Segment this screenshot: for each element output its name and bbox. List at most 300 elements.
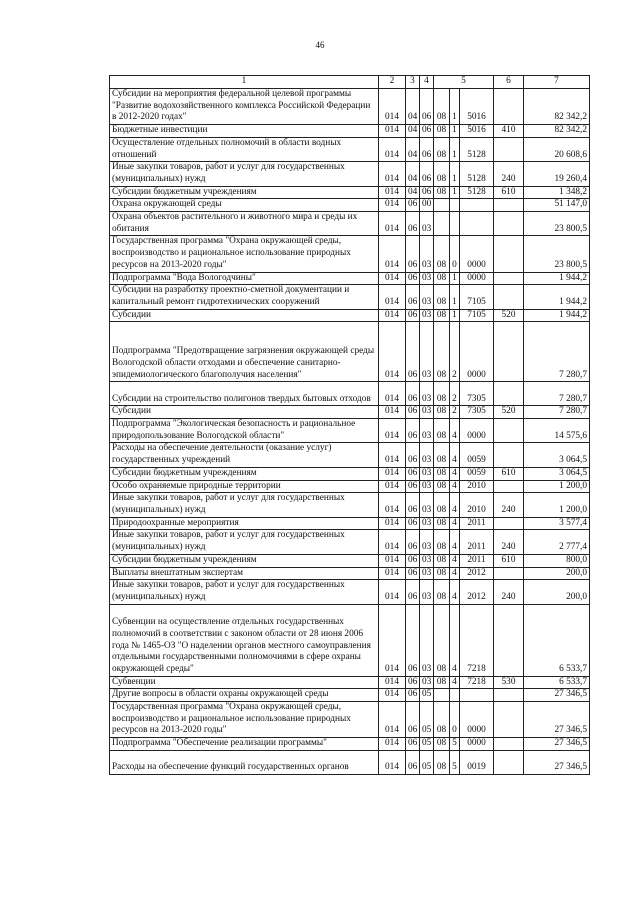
row-name: Государственная программа "Охрана окружающей среды, воспроизводство и рациональное использование природных ресурсов на 2013-2020 годы" — [110, 236, 379, 272]
target-program-code: 08 — [434, 137, 450, 161]
target-program-code — [434, 689, 450, 702]
target-item-code: 2012 — [460, 567, 494, 580]
amount: 6 533,7 — [524, 676, 590, 689]
target-item-code: 2012 — [460, 580, 494, 604]
table-row — [110, 554, 590, 567]
target-item-code: 5128 — [460, 162, 494, 186]
row-name: Природоохранные мероприятия — [110, 517, 379, 530]
target-item-code: 0000 — [460, 738, 494, 751]
code-subsection: 05 — [420, 750, 434, 774]
target-program-code: 08 — [434, 419, 450, 443]
target-subprogram-code: 4 — [450, 467, 460, 480]
expense-type-code — [494, 604, 524, 676]
target-subprogram-code: 1 — [450, 162, 460, 186]
target-subprogram-code: 4 — [450, 676, 460, 689]
target-program-code: 08 — [434, 406, 450, 419]
code-subsection: 03 — [420, 530, 434, 554]
table-row — [110, 467, 590, 480]
row-name: Субсидии бюджетным учреждениям — [110, 467, 379, 480]
expense-type-code — [494, 137, 524, 161]
code-ministry: 014 — [379, 137, 406, 161]
target-program-code: 08 — [434, 738, 450, 751]
page-number: 46 — [315, 40, 325, 50]
column-header-3: 3 — [406, 76, 420, 89]
row-name: Субсидии на разработку проектно-сметной документации и капитальный ремонт гидротехнических сооружений — [110, 285, 379, 309]
amount: 7 280,7 — [524, 322, 590, 382]
target-item-code: 5016 — [460, 89, 494, 125]
code-section: 04 — [406, 186, 420, 199]
row-name: Субсидии бюджетным учреждениям — [110, 186, 379, 199]
code-section: 06 — [406, 689, 420, 702]
row-name: Бюджетные инвестиции — [110, 125, 379, 138]
expense-type-code — [494, 738, 524, 751]
code-ministry: 014 — [379, 689, 406, 702]
code-subsection: 03 — [420, 580, 434, 604]
target-program-code: 08 — [434, 480, 450, 493]
amount: 1 200,0 — [524, 480, 590, 493]
amount: 200,0 — [524, 580, 590, 604]
expense-type-code — [494, 285, 524, 309]
expense-type-code — [494, 443, 524, 467]
target-item-code: 0000 — [460, 272, 494, 285]
code-section: 04 — [406, 89, 420, 125]
table-row — [110, 530, 590, 554]
target-subprogram-code: 4 — [450, 567, 460, 580]
code-section: 06 — [406, 738, 420, 751]
code-ministry: 014 — [379, 554, 406, 567]
expense-type-code — [494, 272, 524, 285]
target-program-code: 08 — [434, 382, 450, 406]
target-subprogram-code: 0 — [450, 702, 460, 738]
code-section: 06 — [406, 467, 420, 480]
row-name: Особо охраняемые природные территории — [110, 480, 379, 493]
code-subsection: 03 — [420, 467, 434, 480]
target-item-code: 5128 — [460, 186, 494, 199]
target-item-code: 7105 — [460, 285, 494, 309]
target-item-code: 0000 — [460, 236, 494, 272]
target-item-code: 7305 — [460, 406, 494, 419]
table-row — [110, 517, 590, 530]
expense-type-code: 520 — [494, 309, 524, 322]
table-row — [110, 125, 590, 138]
table-row — [110, 443, 590, 467]
expense-type-code: 240 — [494, 530, 524, 554]
code-subsection: 03 — [420, 517, 434, 530]
code-ministry: 014 — [379, 467, 406, 480]
code-subsection: 05 — [420, 689, 434, 702]
code-ministry: 014 — [379, 702, 406, 738]
code-subsection: 03 — [420, 236, 434, 272]
code-ministry: 014 — [379, 750, 406, 774]
row-name: Субвенции — [110, 676, 379, 689]
code-subsection: 03 — [420, 493, 434, 517]
expense-type-code — [494, 567, 524, 580]
code-ministry: 014 — [379, 530, 406, 554]
target-program-code: 08 — [434, 554, 450, 567]
expense-type-code: 530 — [494, 676, 524, 689]
row-name: Субсидии — [110, 309, 379, 322]
amount: 1 944,2 — [524, 285, 590, 309]
code-section: 04 — [406, 137, 420, 161]
amount: 23 800,5 — [524, 212, 590, 236]
target-program-code: 08 — [434, 580, 450, 604]
amount: 3 064,5 — [524, 443, 590, 467]
amount: 27 346,5 — [524, 750, 590, 774]
amount: 14 575,6 — [524, 419, 590, 443]
amount: 23 800,5 — [524, 236, 590, 272]
target-item-code: 5016 — [460, 125, 494, 138]
code-section: 06 — [406, 382, 420, 406]
target-item-code — [460, 199, 494, 212]
table-header-row — [110, 76, 590, 89]
code-section: 06 — [406, 212, 420, 236]
target-subprogram-code: 4 — [450, 530, 460, 554]
amount: 27 346,5 — [524, 738, 590, 751]
table-row — [110, 406, 590, 419]
code-section: 06 — [406, 322, 420, 382]
target-program-code: 08 — [434, 517, 450, 530]
target-subprogram-code: 4 — [450, 419, 460, 443]
expense-type-code — [494, 517, 524, 530]
row-name: Иные закупки товаров, работ и услуг для государственных (муниципальных) нужд — [110, 530, 379, 554]
amount: 7 280,7 — [524, 406, 590, 419]
code-ministry: 014 — [379, 493, 406, 517]
expense-type-code: 240 — [494, 493, 524, 517]
target-program-code: 08 — [434, 702, 450, 738]
expense-type-code: 240 — [494, 580, 524, 604]
amount: 6 533,7 — [524, 604, 590, 676]
row-name: Иные закупки товаров, работ и услуг для государственных (муниципальных) нужд — [110, 580, 379, 604]
target-subprogram-code: 4 — [450, 480, 460, 493]
target-program-code: 08 — [434, 676, 450, 689]
target-subprogram-code: 4 — [450, 443, 460, 467]
target-item-code: 7305 — [460, 382, 494, 406]
target-program-code: 08 — [434, 530, 450, 554]
target-item-code: 0000 — [460, 702, 494, 738]
code-ministry: 014 — [379, 322, 406, 382]
code-ministry: 014 — [379, 406, 406, 419]
code-section: 06 — [406, 199, 420, 212]
row-name: Охрана окружающей среды — [110, 199, 379, 212]
table-row — [110, 689, 590, 702]
expense-type-code — [494, 480, 524, 493]
expense-type-code — [494, 702, 524, 738]
code-subsection: 05 — [420, 738, 434, 751]
target-item-code: 2011 — [460, 554, 494, 567]
target-program-code: 08 — [434, 272, 450, 285]
target-program-code: 08 — [434, 236, 450, 272]
target-subprogram-code: 4 — [450, 604, 460, 676]
table-row — [110, 676, 590, 689]
amount: 27 346,5 — [524, 702, 590, 738]
code-ministry: 014 — [379, 517, 406, 530]
table-row — [110, 285, 590, 309]
code-ministry: 014 — [379, 199, 406, 212]
code-ministry: 014 — [379, 567, 406, 580]
table-row — [110, 567, 590, 580]
target-subprogram-code: 2 — [450, 406, 460, 419]
target-item-code: 0000 — [460, 419, 494, 443]
code-subsection: 06 — [420, 186, 434, 199]
code-section: 06 — [406, 443, 420, 467]
code-subsection: 03 — [420, 212, 434, 236]
table-row — [110, 309, 590, 322]
code-ministry: 014 — [379, 212, 406, 236]
code-section: 06 — [406, 272, 420, 285]
code-section: 06 — [406, 419, 420, 443]
code-section: 06 — [406, 517, 420, 530]
code-subsection: 03 — [420, 554, 434, 567]
target-program-code — [434, 199, 450, 212]
target-subprogram-code: 4 — [450, 554, 460, 567]
table-row — [110, 89, 590, 125]
code-ministry: 014 — [379, 125, 406, 138]
budget-table — [109, 75, 590, 775]
target-program-code: 08 — [434, 322, 450, 382]
row-name: Другие вопросы в области охраны окружающей среды — [110, 689, 379, 702]
row-name: Подпрограмма "Экологическая безопасность и рациональное природопользование Вологодской области" — [110, 419, 379, 443]
expense-type-code — [494, 322, 524, 382]
code-section: 06 — [406, 285, 420, 309]
amount: 82 342,2 — [524, 89, 590, 125]
code-section: 06 — [406, 702, 420, 738]
column-header-6: 6 — [494, 76, 524, 89]
expense-type-code: 410 — [494, 125, 524, 138]
expense-type-code: 520 — [494, 406, 524, 419]
expense-type-code: 610 — [494, 554, 524, 567]
target-program-code: 08 — [434, 186, 450, 199]
code-section: 04 — [406, 162, 420, 186]
expense-type-code — [494, 382, 524, 406]
target-item-code: 0019 — [460, 750, 494, 774]
column-header-7: 7 — [524, 76, 590, 89]
expense-type-code — [494, 750, 524, 774]
expense-type-code — [494, 419, 524, 443]
row-name: Осуществление отдельных полномочий в области водных отношений — [110, 137, 379, 161]
amount: 1 200,0 — [524, 493, 590, 517]
code-subsection: 03 — [420, 272, 434, 285]
amount: 3 064,5 — [524, 467, 590, 480]
code-subsection: 03 — [420, 309, 434, 322]
target-subprogram-code: 4 — [450, 493, 460, 517]
amount: 200,0 — [524, 567, 590, 580]
amount: 27 346,5 — [524, 689, 590, 702]
code-subsection: 06 — [420, 89, 434, 125]
code-subsection: 03 — [420, 285, 434, 309]
target-subprogram-code: 4 — [450, 517, 460, 530]
target-item-code: 7218 — [460, 676, 494, 689]
expense-type-code: 610 — [494, 186, 524, 199]
target-program-code: 08 — [434, 750, 450, 774]
target-item-code: 7218 — [460, 604, 494, 676]
column-header-2: 2 — [379, 76, 406, 89]
code-subsection: 03 — [420, 567, 434, 580]
target-program-code: 08 — [434, 493, 450, 517]
target-subprogram-code: 1 — [450, 285, 460, 309]
code-section: 06 — [406, 309, 420, 322]
code-section: 06 — [406, 493, 420, 517]
target-subprogram-code: 2 — [450, 322, 460, 382]
row-name: Иные закупки товаров, работ и услуг для государственных (муниципальных) нужд — [110, 162, 379, 186]
code-ministry: 014 — [379, 604, 406, 676]
code-ministry: 014 — [379, 382, 406, 406]
code-ministry: 014 — [379, 162, 406, 186]
target-item-code — [460, 689, 494, 702]
target-program-code: 08 — [434, 162, 450, 186]
target-program-code — [434, 212, 450, 236]
column-header-5: 5 — [434, 76, 494, 89]
target-item-code: 7105 — [460, 309, 494, 322]
code-subsection: 03 — [420, 676, 434, 689]
expense-type-code — [494, 89, 524, 125]
target-program-code: 08 — [434, 309, 450, 322]
expense-type-code: 240 — [494, 162, 524, 186]
table-row — [110, 493, 590, 517]
code-section: 04 — [406, 125, 420, 138]
expense-type-code — [494, 212, 524, 236]
row-name: Выплаты внештатным экспертам — [110, 567, 379, 580]
code-subsection: 05 — [420, 702, 434, 738]
row-name: Субвенции на осуществление отдельных государственных полномочий в соответствии с законом области от 28 июня 2006 года № 1465-ОЗ "О наделении органов местного самоуправления отдельными государственными полномочиями в сфере охраны окружающей среды" — [110, 604, 379, 676]
code-ministry: 014 — [379, 272, 406, 285]
target-subprogram-code — [450, 212, 460, 236]
expense-type-code — [494, 199, 524, 212]
amount: 2 777,4 — [524, 530, 590, 554]
code-ministry: 014 — [379, 236, 406, 272]
code-section: 06 — [406, 676, 420, 689]
target-program-code: 08 — [434, 285, 450, 309]
amount: 1 348,2 — [524, 186, 590, 199]
code-subsection: 03 — [420, 322, 434, 382]
code-ministry: 014 — [379, 738, 406, 751]
code-section: 06 — [406, 554, 420, 567]
expense-type-code — [494, 236, 524, 272]
code-subsection: 03 — [420, 480, 434, 493]
code-subsection: 06 — [420, 125, 434, 138]
table-row — [110, 199, 590, 212]
target-item-code: 5128 — [460, 137, 494, 161]
amount: 20 608,6 — [524, 137, 590, 161]
target-program-code: 08 — [434, 125, 450, 138]
target-subprogram-code: 5 — [450, 738, 460, 751]
code-section: 06 — [406, 236, 420, 272]
table-row — [110, 162, 590, 186]
code-section: 06 — [406, 750, 420, 774]
target-subprogram-code: 1 — [450, 272, 460, 285]
target-subprogram-code: 1 — [450, 125, 460, 138]
table-row — [110, 186, 590, 199]
table-row — [110, 580, 590, 604]
target-program-code: 08 — [434, 89, 450, 125]
amount: 800,0 — [524, 554, 590, 567]
target-subprogram-code: 2 — [450, 382, 460, 406]
amount: 1 944,2 — [524, 309, 590, 322]
table-row — [110, 419, 590, 443]
expense-type-code: 610 — [494, 467, 524, 480]
target-subprogram-code: 4 — [450, 580, 460, 604]
code-subsection: 00 — [420, 199, 434, 212]
row-name: Государственная программа "Охрана окружающей среды, воспроизводство и рациональное использование природных ресурсов на 2013-2020 годы" — [110, 702, 379, 738]
target-program-code: 08 — [434, 467, 450, 480]
code-subsection: 06 — [420, 162, 434, 186]
target-subprogram-code: 0 — [450, 236, 460, 272]
table-row — [110, 604, 590, 676]
target-item-code: 2011 — [460, 517, 494, 530]
target-subprogram-code — [450, 689, 460, 702]
row-name: Подпрограмма "Вода Вологодчины" — [110, 272, 379, 285]
code-ministry: 014 — [379, 309, 406, 322]
code-subsection: 03 — [420, 406, 434, 419]
column-header-1: 1 — [110, 76, 379, 89]
target-subprogram-code: 1 — [450, 137, 460, 161]
target-subprogram-code — [450, 199, 460, 212]
target-subprogram-code: 1 — [450, 186, 460, 199]
row-name: Подпрограмма "Предотвращение загрязнения окружающей среды Вологодской области отходами и обеспечение санитарно-эпидемиологического благополучия населения" — [110, 322, 379, 382]
code-section: 06 — [406, 530, 420, 554]
table-row — [110, 236, 590, 272]
code-section: 06 — [406, 580, 420, 604]
row-name: Субсидии бюджетным учреждениям — [110, 554, 379, 567]
table-row — [110, 702, 590, 738]
target-item-code: 2011 — [460, 530, 494, 554]
table-row — [110, 750, 590, 774]
target-program-code: 08 — [434, 567, 450, 580]
amount: 7 280,7 — [524, 382, 590, 406]
row-name: Субсидии на строительство полигонов твердых бытовых отходов — [110, 382, 379, 406]
code-subsection: 06 — [420, 137, 434, 161]
expense-type-code — [494, 689, 524, 702]
target-item-code: 0059 — [460, 467, 494, 480]
target-subprogram-code: 1 — [450, 89, 460, 125]
amount: 82 342,2 — [524, 125, 590, 138]
code-section: 06 — [406, 406, 420, 419]
code-ministry: 014 — [379, 443, 406, 467]
target-subprogram-code: 1 — [450, 309, 460, 322]
code-subsection: 03 — [420, 382, 434, 406]
code-ministry: 014 — [379, 480, 406, 493]
target-item-code: 2010 — [460, 493, 494, 517]
code-ministry: 014 — [379, 419, 406, 443]
amount: 19 260,4 — [524, 162, 590, 186]
row-name: Расходы на обеспечение функций государственных органов — [110, 750, 379, 774]
row-name: Субсидии — [110, 406, 379, 419]
row-name: Субсидии на мероприятия федеральной целевой программы "Развитие водохозяйственного комплекса Российской Федерации в 2012-2020 годах" — [110, 89, 379, 125]
target-item-code: 0059 — [460, 443, 494, 467]
code-section: 06 — [406, 567, 420, 580]
amount: 1 944,2 — [524, 272, 590, 285]
code-section: 06 — [406, 480, 420, 493]
table-row — [110, 212, 590, 236]
code-subsection: 03 — [420, 419, 434, 443]
target-program-code: 08 — [434, 604, 450, 676]
target-subprogram-code: 5 — [450, 750, 460, 774]
table-row — [110, 272, 590, 285]
row-name: Расходы на обеспечение деятельности (оказание услуг) государственных учреждений — [110, 443, 379, 467]
table-row — [110, 382, 590, 406]
table-row — [110, 738, 590, 751]
code-section: 06 — [406, 604, 420, 676]
row-name: Охрана объектов растительного и животного мира и среды их обитания — [110, 212, 379, 236]
table-row — [110, 480, 590, 493]
code-subsection: 03 — [420, 604, 434, 676]
code-ministry: 014 — [379, 580, 406, 604]
amount: 51 147,0 — [524, 199, 590, 212]
code-subsection: 03 — [420, 443, 434, 467]
target-item-code: 2010 — [460, 480, 494, 493]
column-header-4: 4 — [420, 76, 434, 89]
table-row — [110, 322, 590, 382]
code-ministry: 014 — [379, 89, 406, 125]
